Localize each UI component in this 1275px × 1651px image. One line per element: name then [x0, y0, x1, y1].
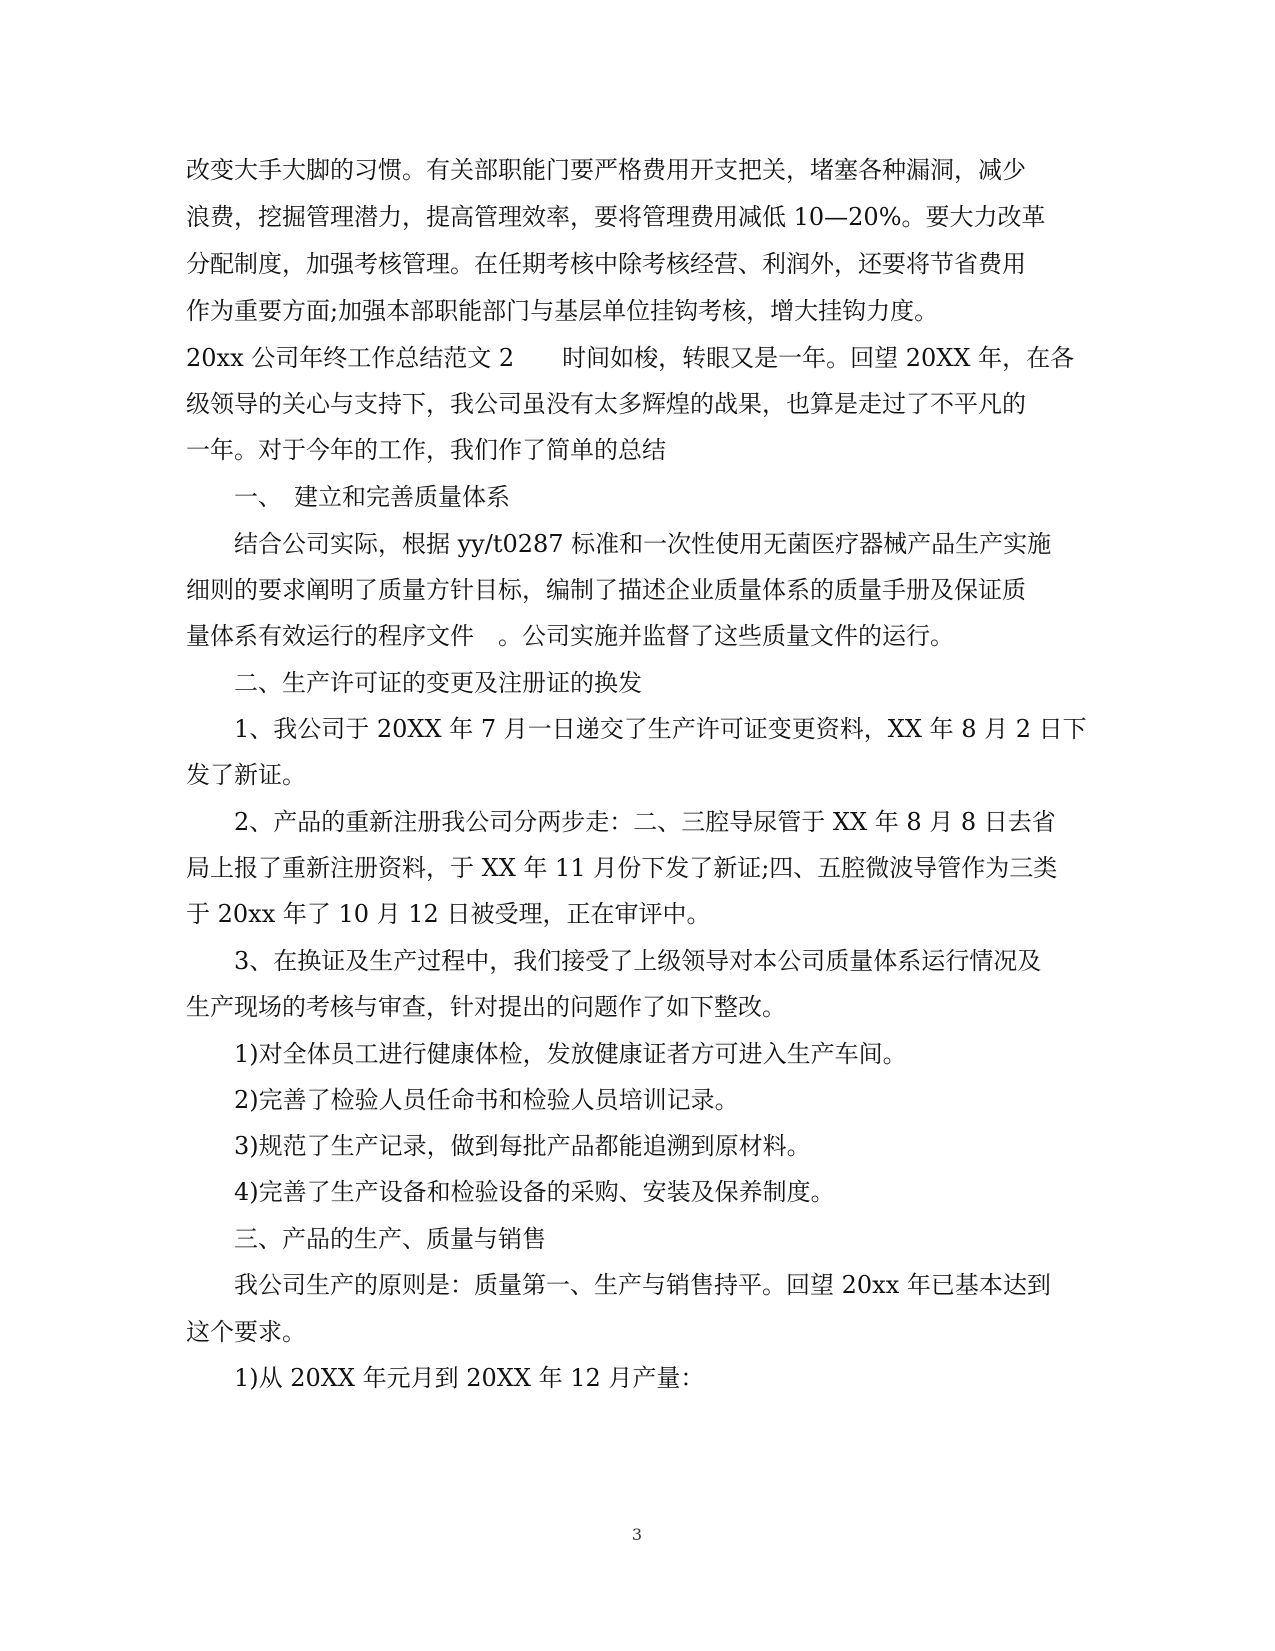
section-heading-line: 三、产品的生产、质量与销售 — [186, 1225, 546, 1253]
body-line: 局上报了重新注册资料，于 XX 年 11 月份下发了新证;四、五腔微波导管作为三类 — [186, 854, 1058, 882]
list-item-line: 3)规范了生产记录，做到每批产品都能追溯到原材料。 — [186, 1132, 811, 1160]
body-line: 细则的要求阐明了质量方针目标，编制了描述企业质量体系的质量手册及保证质 — [186, 576, 1026, 604]
list-item-line: 4)完善了生产设备和检验设备的采购、安装及保养制度。 — [186, 1178, 835, 1206]
list-item-line: 1)对全体员工进行健康体检，发放健康证者方可进入生产车间。 — [186, 1040, 907, 1068]
body-line: 生产现场的考核与审查，针对提出的问题作了如下整改。 — [186, 993, 786, 1021]
section-heading-line: 20xx 公司年终工作总结范文 2 时间如梭，转眼又是一年。回望 20XX 年，在各 — [186, 344, 1075, 372]
body-line: 发了新证。 — [186, 761, 306, 789]
body-line: 2、产品的重新注册我公司分两步走：二、三腔导尿管于 XX 年 8 月 8 日去省 — [186, 808, 1056, 836]
section-heading-line: 二、生产许可证的变更及注册证的换发 — [186, 669, 642, 697]
body-line: 改变大手大脚的习惯。有关部职能门要严格费用开支把关，堵塞各种漏洞，减少 — [186, 156, 1026, 184]
body-line: 1、我公司于 20XX 年 7 月一日递交了生产许可证变更资料，XX 年 8 月 2 日下 — [186, 715, 1087, 743]
body-line: 我公司生产的原则是：质量第一、生产与销售持平。回望 20xx 年已基本达到 — [186, 1271, 1051, 1299]
body-line: 分配制度，加强考核管理。在任期考核中除考核经营、利润外，还要将节省费用 — [186, 250, 1026, 278]
body-line: 作为重要方面;加强本部职能部门与基层单位挂钩考核，增大挂钩力度。 — [186, 297, 939, 325]
body-line: 结合公司实际，根据 yy/t0287 标准和一次性使用无菌医疗器械产品生产实施 — [186, 530, 1052, 558]
section-heading-line: 一、 建立和完善质量体系 — [186, 483, 510, 511]
list-item-line: 1)从 20XX 年元月到 20XX 年 12 月产量： — [186, 1364, 705, 1392]
body-line: 一年。对于今年的工作，我们作了简单的总结 — [186, 436, 666, 464]
body-line: 3、在换证及生产过程中，我们接受了上级领导对本公司质量体系运行情况及 — [186, 947, 1042, 975]
body-line: 级领导的关心与支持下，我公司虽没有太多辉煌的战果，也算是走过了不平凡的 — [186, 390, 1026, 418]
body-line: 这个要求。 — [186, 1318, 306, 1346]
page-number: 3 — [631, 1525, 643, 1544]
body-line: 于 20xx 年了 10 月 12 日被受理，正在审评中。 — [186, 900, 711, 928]
body-line: 浪费，挖掘管理潜力，提高管理效率，要将管理费用减低 10—20%。要大力改革 — [186, 203, 1046, 231]
body-line: 量体系有效运行的程序文件 。公司实施并监督了这些质量文件的运行。 — [186, 622, 954, 650]
list-item-line: 2)完善了检验人员任命书和检验人员培训记录。 — [186, 1086, 739, 1114]
